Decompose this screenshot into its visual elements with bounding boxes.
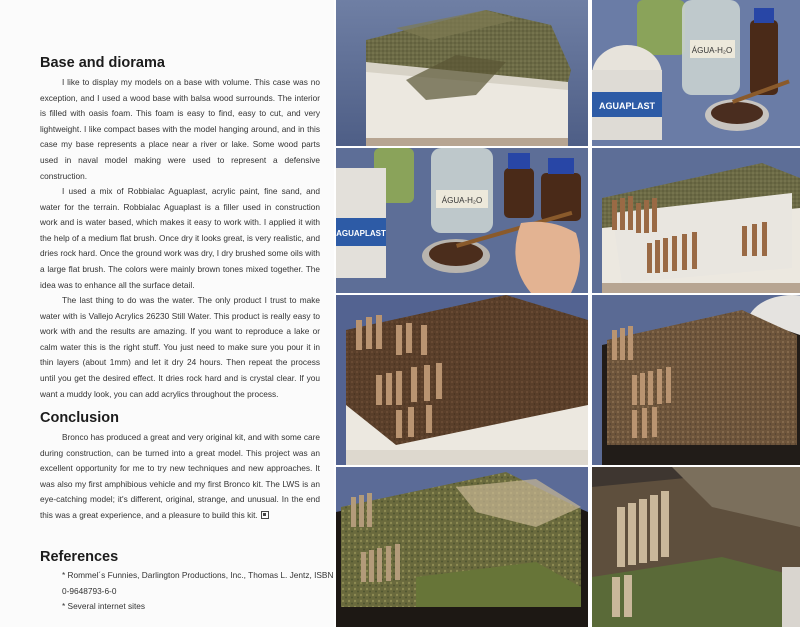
reference-item: * Rommel´s Funnies, Darlington Productions, Inc., Thomas L. Jentz, ISBN 0-9648793-6-0 — [62, 570, 334, 596]
photo-grass-detail — [336, 467, 588, 627]
paragraph-conclusion — [40, 430, 320, 524]
jar-label: AGUAPLAST — [599, 101, 655, 111]
jar-label-side: AGUAPLAST — [336, 229, 386, 238]
photo-palisade-closeup — [592, 467, 800, 627]
reference-item: * Several internet sites — [62, 601, 146, 611]
photo-drybrushed-terrain — [592, 295, 800, 465]
heading-references: References — [40, 549, 119, 565]
paragraph-water: The last thing to do was the water. The only product I trust to make water with is Vallejo Acrylics 26230 Still Water. This product is really easy to work with and the results are amazing. If you want to reproduce a lake or calm water this is the right stuff. You just need to make sure you pour it in thin layers (about 1mm) and let it dry 24 hours. Then repeat the process until you get the desired effect. It dries rock hard and is crystal clear. If you want a muddy look, you can add acrylics throughout the process. — [40, 295, 320, 399]
photo-terrain-applied — [336, 295, 588, 465]
bottle-label: ÁGUA-H₂O — [691, 46, 733, 55]
paragraph-base: I like to display my models on a base with volume. This case was no exception, and I used a wood base with balsa wood surrounds. The interior is filled with oasis foam. This foam is easy to find, easy to cut, and very lightweight. I like compact bases with the model hanging around, and in this case my base represents a place near a river or lake. Some wood parts used in naval model making were used to represent a defensive construction. — [40, 77, 320, 181]
end-of-article-icon — [261, 511, 269, 519]
conclusion-text: Bronco has produced a great and very original kit, and with some care during construction, can be turned into a great model. This project was an excellent opportunity for me to try new techniques and new approaches. It was also my first amphibious vehicle and my first Bronco kit. The LWS is an eye-catching model; it's different, original, strange, and unusual. In the end this was a great experience, and a pleasure to build this kit. — [40, 432, 320, 520]
photo-foam-base — [336, 0, 588, 146]
bottle-label-side: ÁGUA-H₂O — [441, 196, 483, 205]
photo-materials — [592, 0, 800, 146]
article-text-column — [0, 0, 334, 627]
photo-palisade-construction — [592, 148, 800, 293]
paragraph-terrain: I used a mix of Robbialac Aguaplast, acrylic paint, fine sand, and water for the terrain. Robbialac Aguaplast is a filler used in construction work and is water based, which makes it easy to work with. I applied it with the help of a medium flat brush. Once dry it looks great, is very realistic, and dries rock hard. Once the ground work was dry, I dry brushed some oils with a large flat brush. The colors were mainly brown tones mixed together. The idea was to enhance all the surface detail. — [40, 186, 320, 290]
heading-conclusion: Conclusion — [40, 410, 119, 426]
heading-base-and-diorama: Base and diorama — [40, 55, 165, 71]
photo-mixing-aguaplast — [336, 148, 588, 293]
